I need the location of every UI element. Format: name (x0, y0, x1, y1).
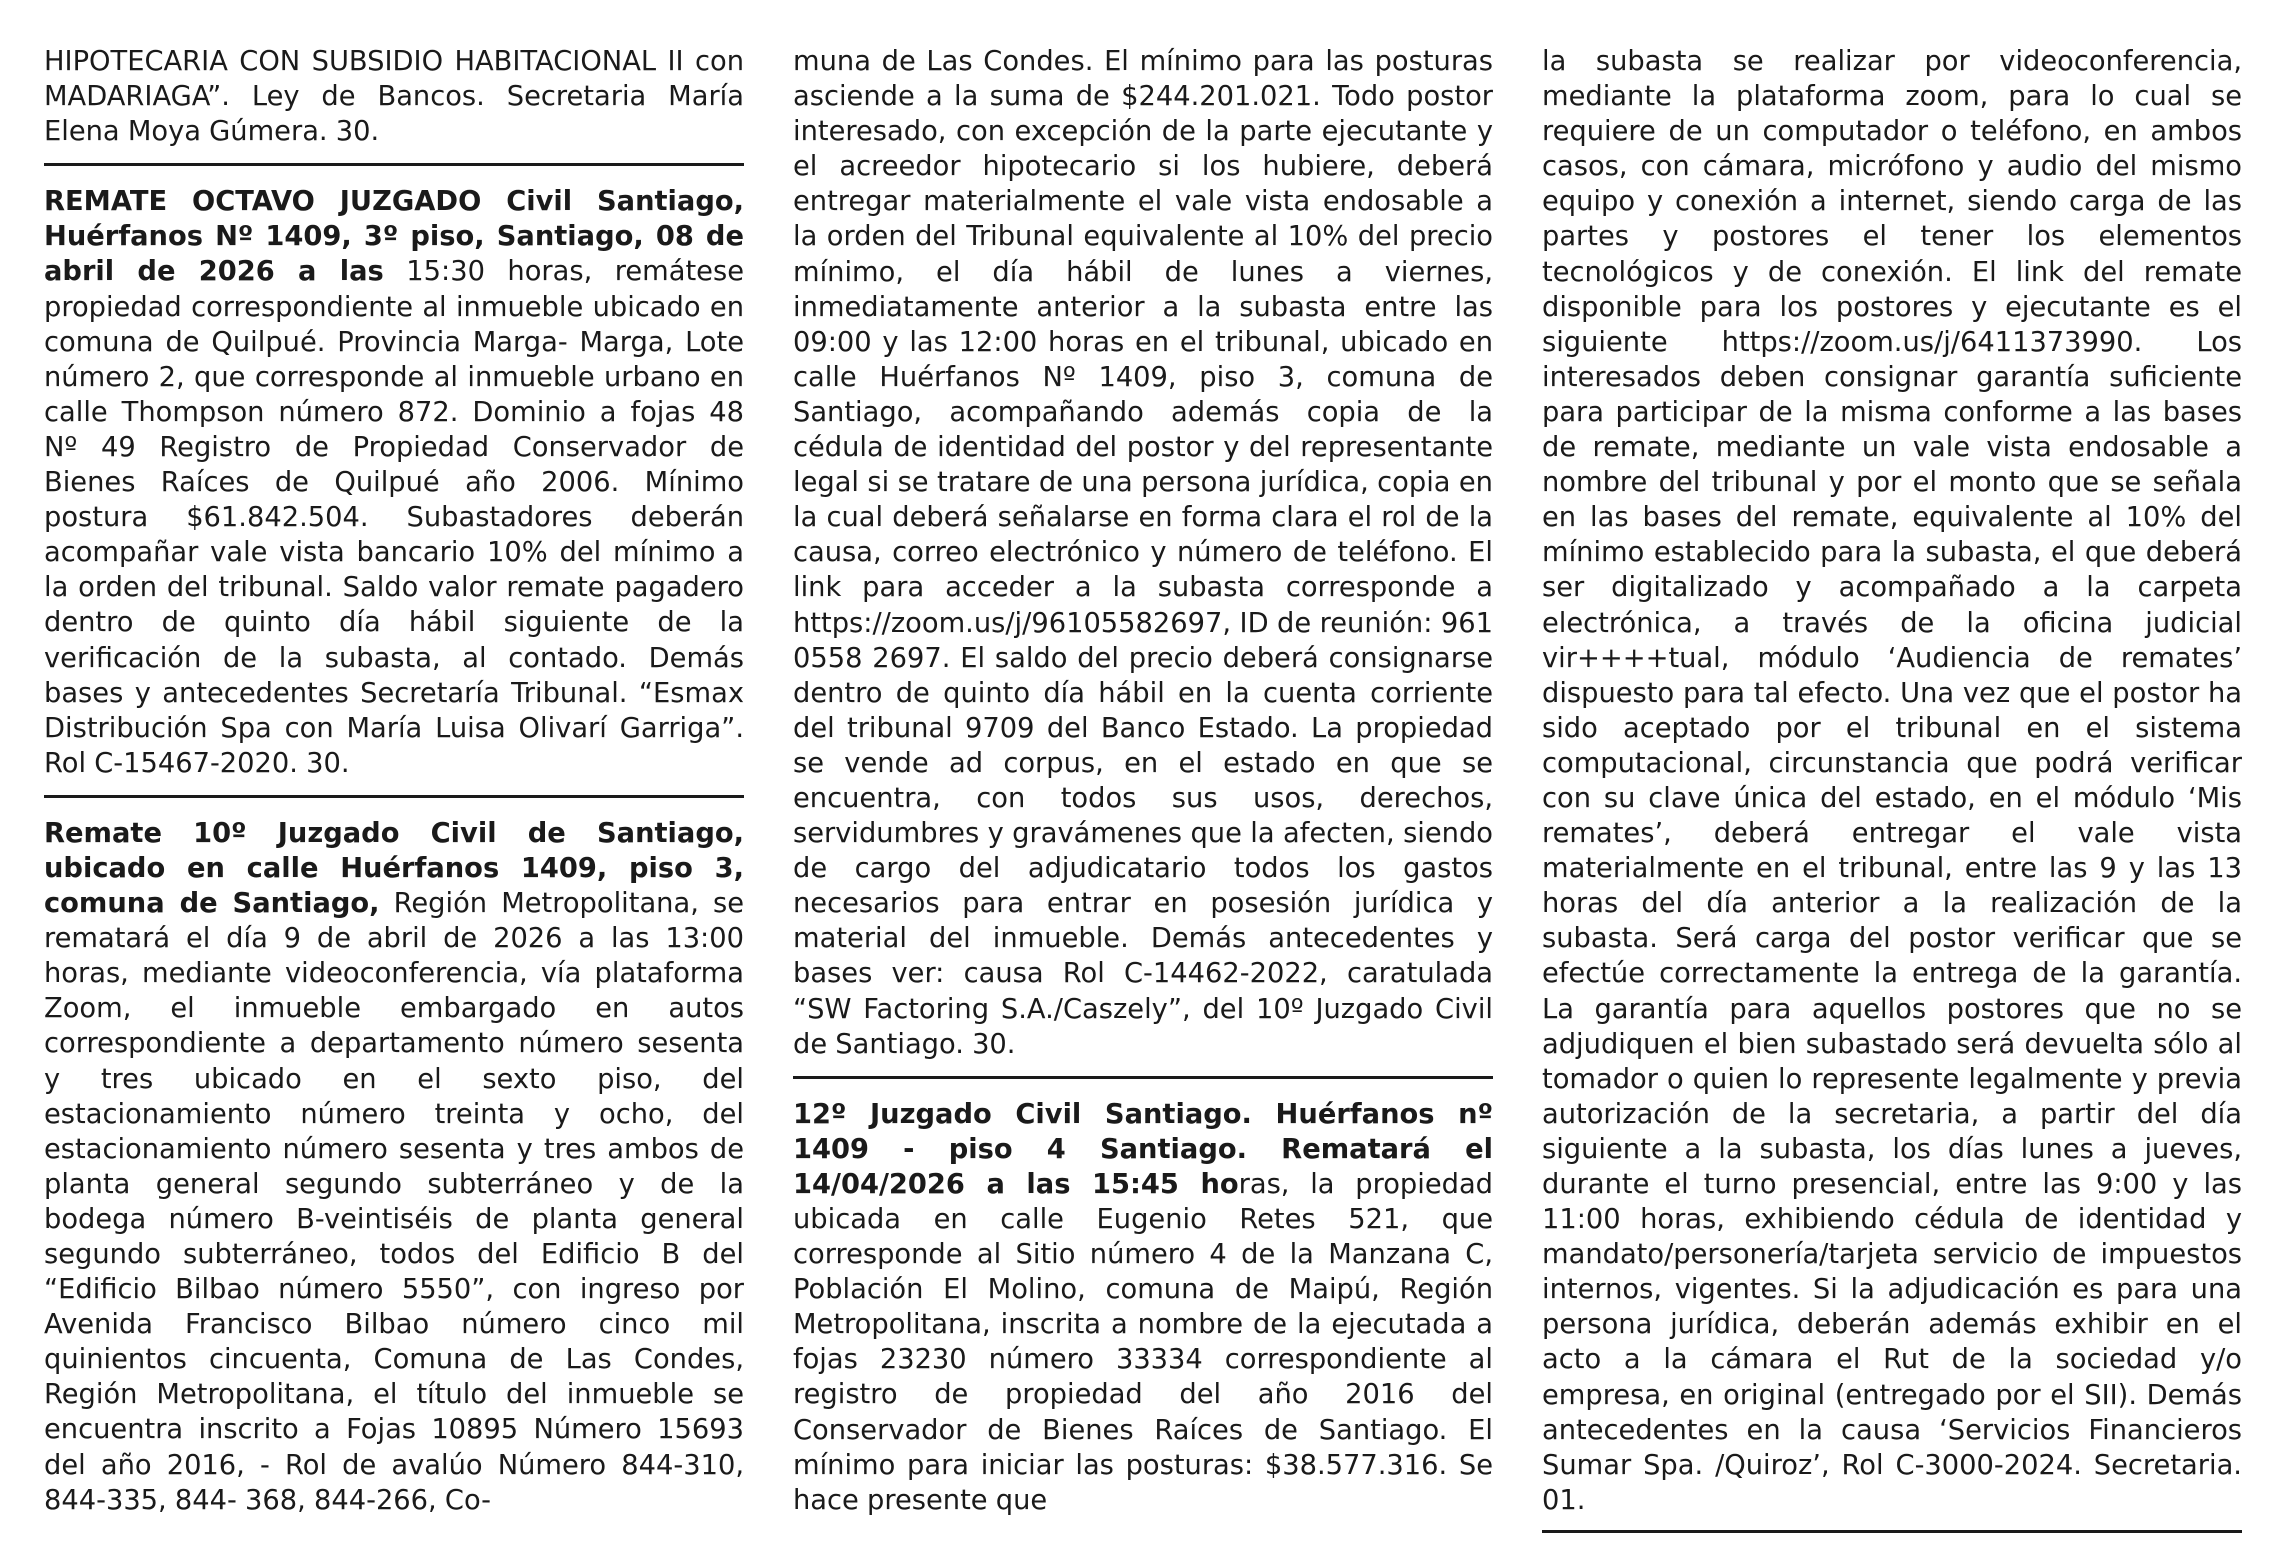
divider (1542, 1530, 2242, 1533)
notice-remate-octavo-juzgado (44, 184, 744, 781)
notice-remate-10-juzgado-continued (793, 44, 1493, 1062)
notice-continuation (44, 44, 744, 149)
column-1 (44, 44, 744, 1518)
divider (793, 1076, 1493, 1079)
notice-12-juzgado-continued (1542, 44, 2242, 1518)
notice-remate-10-juzgado (44, 816, 744, 1518)
notice-text: HIPOTECARIA CON SUBSIDIO HABITACIONAL II con MADARIAGA”. Ley de Bancos. Secretaria María Elena Moya Gúmera. 30. (44, 46, 744, 148)
notice-text: muna de Las Condes. El mínimo para las posturas asciende a la suma de $244.201.021. Todo postor interesado, con excepción de la parte ejecutante y el acreedor hipotecario si los hubiere, deberá entregar materialmente el vale vista endosable a la orden del Tribunal equivalente al 10% del precio mínimo, el día hábil de lunes a viernes, inmediatamente anterior a la subasta entre las 09:00 y las 12:00 horas en el tribunal, ubicado en calle Huérfanos Nº 1409, piso 3, comuna de Santiago, acompañando además copia de la cédula de identidad del postor y del representante legal si se tratare de una persona jurídica, copia en la cual deberá señalarse en forma clara el rol de la causa, correo electrónico y número de teléfono. El link para acceder a la subasta corresponde a https://zoom.us/j/96105582697, ID de reunión: 961 0558 2697. El saldo del precio deberá consignarse dentro de quinto día hábil en la cuenta corriente del tribunal 9709 del Banco Estado. La propiedad se vende ad corpus, en el estado en que se encuentra, con todos sus usos, derechos, servidumbres y gravámenes que la afecten, siendo de cargo del adjudicatario todos los gastos necesarios para entrar en posesión jurídica y material del inmueble. Demás antecedentes y bases ver: causa Rol C-14462-2022, caratulada “SW Factoring S.A./Caszely”, del 10º Juzgado Civil de Santiago. 30. (793, 46, 1493, 1060)
notice-text: ras, la propiedad ubicada en calle Eugenio Retes 521, que corresponde al Sitio número 4 de la Manzana C, Población El Molino, comuna de Maipú, Región Metropolitana, inscrita a nombre de la ejecutada a fojas 23230 número 33334 correspondiente al registro de propiedad del año 2016 del Conservador de Bienes Raíces de Santiago. El mínimo para iniciar las posturas: $38.577.316. Se hace presente que (793, 1168, 1493, 1516)
notice-text: Región Metropolitana, se rematará el día 9 de abril de 2026 a las 13:00 horas, mediante videoconferencia, vía plataforma Zoom, el inmueble embargado en autos correspondiente a departamento número sesenta y tres ubicado en el sexto piso, del estacionamiento número treinta y ocho, del estacionamiento número sesenta y tres ambos de planta general segundo subterráneo y de la bodega número B-veintiséis de planta general segundo subterráneo, todos del Edificio B del “Edificio Bilbao número 5550”, con ingreso por Avenida Francisco Bilbao número cinco mil quinientos cincuenta, Comuna de Las Condes, Región Metropolitana, el título del inmueble se encuentra inscrito a Fojas 10895 Número 15693 del año 2016, - Rol de avalúo Número 844-310, 844-335, 844- 368, 844-266, Co- (44, 888, 744, 1516)
column-3 (1542, 44, 2242, 1551)
notice-heading: Remate 10º Juzgado Civil de Santiago, ubicado en calle Huérfanos 1409, piso 3, comuna de Santiago, (44, 817, 744, 920)
notice-text: 15:30 horas, remátese propiedad correspondiente al inmueble ubicado en comuna de Quilpué. Provincia Marga- Marga, Lote número 2, que corresponde al inmueble urbano en calle Thompson número 872. Dominio a fojas 48 Nº 49 Registro de Propiedad Conservador de Bienes Raíces de Quilpué año 2006. Mínimo postura $61.842.504. Subastadores deberán acompañar vale vista bancario 10% del mínimo a la orden del tribunal. Saldo valor remate pagadero dentro de quinto día hábil siguiente de la verificación de la subasta, al contado. Demás bases y antecedentes Secretaría Tribunal. “Esmax Distribución Spa con María Luisa Olivarí Garriga”. Rol C-15467-2020. 30. (44, 256, 744, 779)
notice-heading: REMATE OCTAVO JUZGADO Civil Santiago, Huérfanos Nº 1409, 3º piso, Santiago, 08 de abril de 2026 a las (44, 186, 744, 288)
notice-heading: 12º Juzgado Civil Santiago. Huérfanos nº 1409 - piso 4 Santiago. Rematará el 14/04/2026 a las 15:45 ho (793, 1098, 1493, 1200)
notice-12-juzgado (793, 1097, 1493, 1518)
divider (44, 795, 744, 798)
column-2 (793, 44, 1493, 1518)
notice-text: la subasta se realizar por videoconferencia, mediante la plataforma zoom, para lo cual se requiere de un computador o teléfono, en ambos casos, con cámara, micrófono y audio del mismo equipo y conexión a internet, siendo carga de las partes y postores el tener los elementos tecnológicos y de conexión. El link del remate disponible para los postores y ejecutante es el siguiente https://zoom.us/j/6411373990. Los interesados deben consignar garantía suficiente para participar de la misma conforme a las bases de remate, mediante un vale vista endosable a nombre del tribunal y por el monto que se señala en las bases del remate, equivalente al 10% del mínimo establecido para la subasta, el que deberá ser digitalizado y acompañado a la carpeta electrónica, a través de la oficina judicial vir++++tual, módulo ‘Audiencia de remates’ dispuesto para tal efecto. Una vez que el postor ha sido aceptado por el tribunal en el sistema computacional, circunstancia que podrá verificar con su clave única del estado, en el módulo ‘Mis remates’, deberá entregar el vale vista materialmente en el tribunal, entre las 9 y las 13 horas del día anterior a la realización de la subasta. Será carga del postor verificar que se efectúe correctamente la entrega de la garantía. La garantía para aquellos postores que no se adjudiquen el bien subastado será devuelta sólo al tomador o quien lo represente legalmente y previa autorización de la secretaria, a partir del día siguiente a la subasta, los días lunes a jueves, durante el turno presencial, entre las 9:00 y las 11:00 horas, exhibiendo cédula de identidad y mandato/personería/tarjeta servicio de impuestos internos, vigentes. Si la adjudicación es para una persona jurídica, deberán además exhibir en el acto a la cámara el Rut de la sociedad y/o empresa, en original (entregado por el SII). Demás antecedentes en la causa ‘Servicios Financieros Sumar Spa. /Quiroz’, Rol C-3000-2024. Secretaria. 01. (1542, 46, 2242, 1516)
divider (44, 163, 744, 166)
